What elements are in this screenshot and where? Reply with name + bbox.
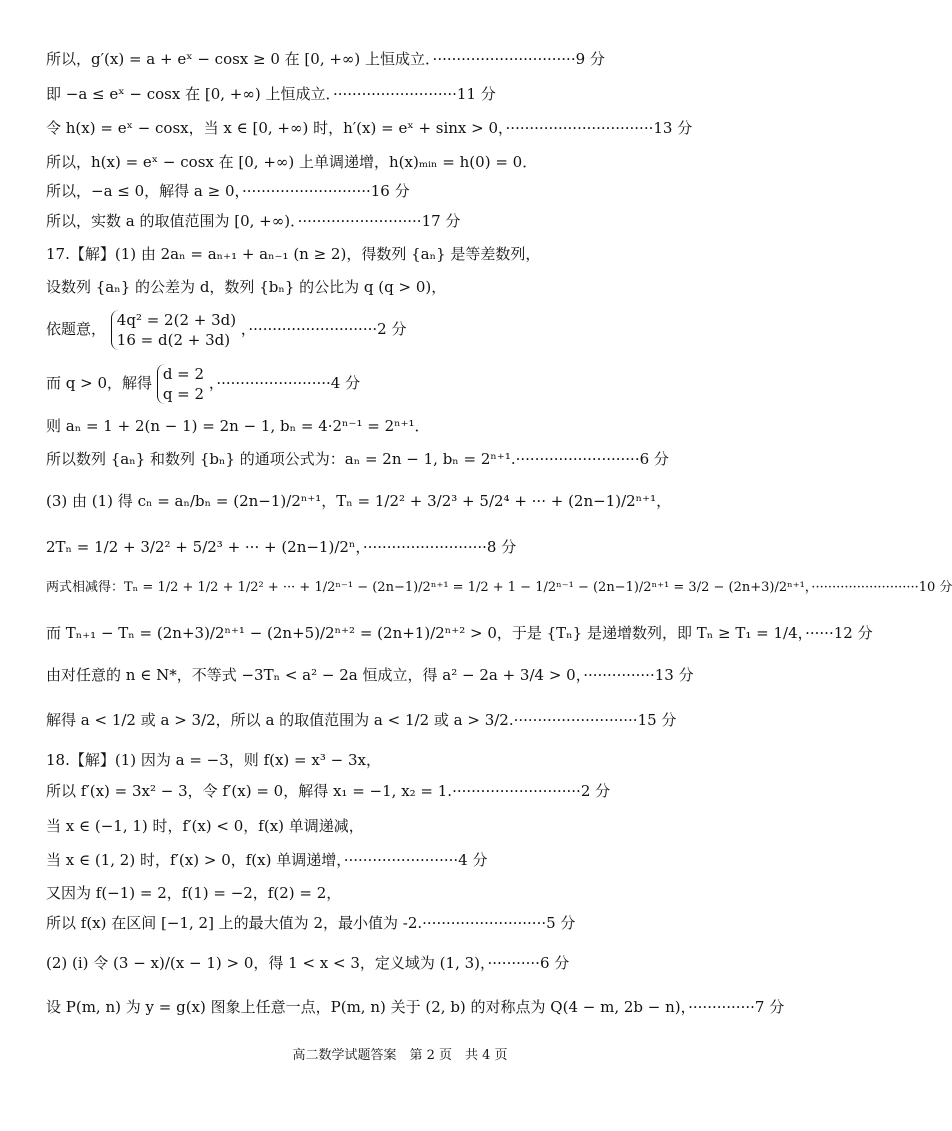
- equation-system: [111, 310, 236, 350]
- line-9-suffix: ，···························2 分: [240, 320, 407, 338]
- line-24: 所以 f(x) 在区间 [−1, 2] 上的最大值为 2，最小值为 -2.··························5 分: [46, 914, 576, 932]
- line-10-suffix: ，························4 分: [208, 374, 361, 392]
- line-17: 由对任意的 n ∈ N*，不等式 −3Tₙ < a² − 2a 恒成立，得 a² − 2a + 3/4 > 0，···············13 分: [46, 666, 694, 684]
- line-4: 所以，h(x) = eˣ − cosx 在 [0, +∞) 上单调递增，h(x)ₘᵢₙ = h(0) = 0．: [46, 153, 538, 171]
- equation-2: 16 = d(2 + 3d): [116, 331, 231, 349]
- line-12: 所以数列 {aₙ} 和数列 {bₙ} 的通项公式为：aₙ = 2n − 1, bₙ = 2ⁿ⁺¹.··························6 分: [46, 450, 669, 468]
- solution-2: q = 2: [162, 385, 205, 403]
- line-11: 则 aₙ = 1 + 2(n − 1) = 2n − 1, bₙ = 4·2ⁿ⁻¹ = 2ⁿ⁺¹．: [46, 417, 430, 435]
- line-5: 所以，−a ≤ 0，解得 a ≥ 0，···························16 分: [46, 182, 410, 200]
- line-7: 17.【解】(1) 由 2aₙ = aₙ₊₁ + aₙ₋₁ (n ≥ 2)，得数列 {aₙ} 是等差数列，: [46, 245, 541, 263]
- solution-system: [157, 364, 204, 404]
- line-10-prefix: 而 q > 0，解得: [46, 374, 153, 392]
- line-13: (3) 由 (1) 得 cₙ = aₙ/bₙ = (2n−1)/2ⁿ⁺¹，Tₙ = 1/2² + 3/2³ + 5/2⁴ + ··· + (2n−1)/2ⁿ⁺¹，: [46, 492, 672, 510]
- line-2: 即 −a ≤ eˣ − cosx 在 [0, +∞) 上恒成立．··························11 分: [46, 85, 496, 103]
- page-footer: 高二数学试题答案 第 2 页 共 4 页: [292, 1048, 508, 1063]
- line-10: [46, 360, 780, 406]
- line-9-prefix: 依题意，: [46, 320, 107, 338]
- line-1: 所以，g′(x) = a + eˣ − cosx ≥ 0 在 [0, +∞) 上恒成立．······························9 分: [46, 50, 605, 68]
- line-3: 令 h(x) = eˣ − cosx，当 x ∈ [0, +∞) 时，h′(x) = eˣ + sinx > 0，·······························13 分: [46, 119, 693, 137]
- line-23: 又因为 f(−1) = 2，f(1) = −2，f(2) = 2，: [46, 884, 342, 902]
- line-21: 当 x ∈ (−1, 1) 时，f′(x) < 0，f(x) 单调递减，: [46, 817, 364, 835]
- line-18: 解得 a < 1/2 或 a > 3/2，所以 a 的取值范围为 a < 1/2 或 a > 3/2.··························15 分: [46, 711, 677, 729]
- line-25: (2) (ⅰ) 令 (3 − x)/(x − 1) > 0，得 1 < x < 3，定义域为 (1, 3)，···········6 分: [46, 954, 570, 972]
- line-14: 2Tₙ = 1/2 + 3/2² + 5/2³ + ··· + (2n−1)/2ⁿ，··························8 分: [46, 538, 517, 556]
- line-8: 设数列 {aₙ} 的公差为 d，数列 {bₙ} 的公比为 q (q > 0)，: [46, 278, 447, 296]
- line-15: 两式相减得：Tₙ = 1/2 + 1/2 + 1/2² + ··· + 1/2ⁿ⁻¹ − (2n−1)/2ⁿ⁺¹ = 1/2 + 1 − 1/2ⁿ⁻¹ − (2n−1)/2ⁿ⁺¹ = 3/2 − (2n+3)/2ⁿ⁺¹，··························10 分: [46, 580, 952, 595]
- line-22: 当 x ∈ (1, 2) 时，f′(x) > 0，f(x) 单调递增，························4 分: [46, 851, 488, 869]
- line-6: 所以，实数 a 的取值范围为 [0, +∞)．··························17 分: [46, 212, 461, 230]
- equation-1: 4q² = 2(2 + 3d): [116, 311, 237, 329]
- line-16: 而 Tₙ₊₁ − Tₙ = (2n+3)/2ⁿ⁺¹ − (2n+5)/2ⁿ⁺² = (2n+1)/2ⁿ⁺² > 0，于是 {Tₙ} 是递增数列，即 Tₙ ≥ T₁ = 1/4，······12 分: [46, 624, 873, 642]
- line-20: 所以 f′(x) = 3x² − 3，令 f′(x) = 0，解得 x₁ = −1, x₂ = 1.···························2 分: [46, 782, 611, 800]
- line-19: 18.【解】(1) 因为 a = −3，则 f(x) = x³ − 3x，: [46, 751, 381, 769]
- solution-1: d = 2: [162, 365, 205, 383]
- line-9: [46, 306, 780, 352]
- line-26: 设 P(m, n) 为 y = g(x) 图象上任意一点，P(m, n) 关于 (2, b) 的对称点为 Q(4 − m, 2b − n)，··············7 分: [46, 998, 785, 1016]
